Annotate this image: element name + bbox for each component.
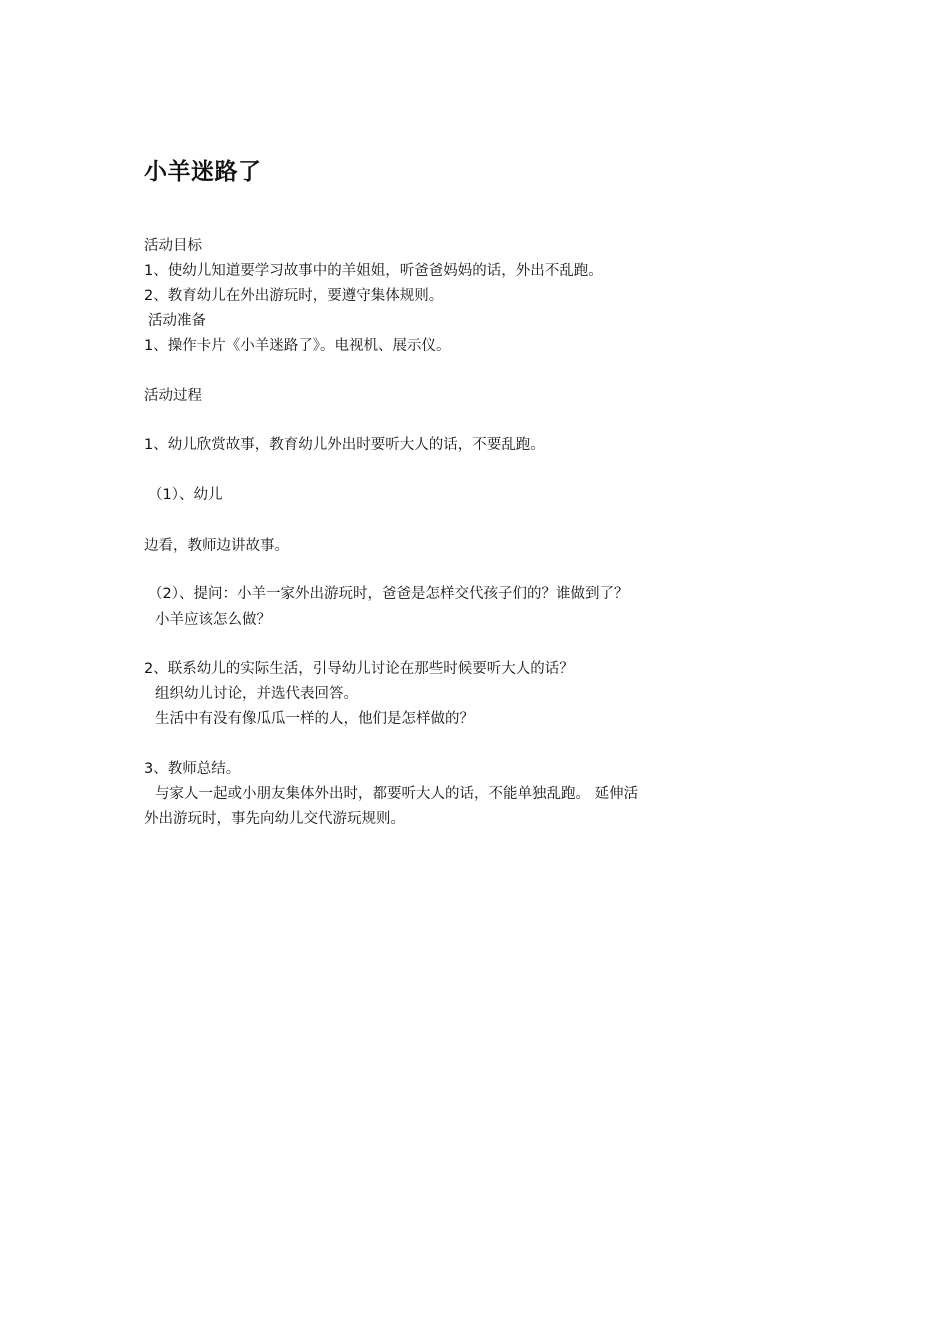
- section-heading-process: 活动过程: [144, 388, 202, 404]
- process-step-3: 3、教师总结。: [144, 761, 241, 777]
- document-title: 小羊迷路了: [144, 159, 262, 185]
- process-step-2: 2、联系幼儿的实际生活，引导幼儿讨论在那些时候要听大人的话？: [144, 661, 574, 677]
- process-step-3-line-1: 与家人一起或小朋友集体外出时，都要听大人的话，不能单独乱跑。 延伸活: [155, 786, 639, 802]
- goal-item-2: 2、教育幼儿在外出游玩时，要遵守集体规则。: [144, 288, 444, 304]
- process-substep-2-text: 小羊应该怎么做？: [155, 612, 271, 628]
- process-substep-2: （2）、提问：小羊一家外出游玩时，爸爸是怎样交代孩子们的？谁做到了？: [148, 586, 629, 602]
- preparation-item-1: 1、操作卡片《小羊迷路了》。电视机、展示仪。: [144, 338, 451, 354]
- goal-item-1: 1、使幼儿知道要学习故事中的羊姐姐，听爸爸妈妈的话，外出不乱跑。: [144, 263, 603, 279]
- process-step-2-line-2: 生活中有没有像瓜瓜一样的人，他们是怎样做的？: [155, 711, 474, 727]
- section-heading-goals: 活动目标: [144, 238, 202, 254]
- section-heading-preparation: 活动准备: [148, 313, 206, 329]
- process-step-2-line-1: 组织幼儿讨论，并选代表回答。: [155, 686, 358, 702]
- process-step-3-line-2: 外出游玩时，事先向幼儿交代游玩规则。: [144, 811, 405, 827]
- process-substep-1: （1）、幼儿: [148, 487, 223, 503]
- process-step-1: 1、幼儿欣赏故事，教育幼儿外出时要听大人的话，不要乱跑。: [144, 437, 545, 453]
- process-substep-1-text: 边看，教师边讲故事。: [144, 538, 289, 554]
